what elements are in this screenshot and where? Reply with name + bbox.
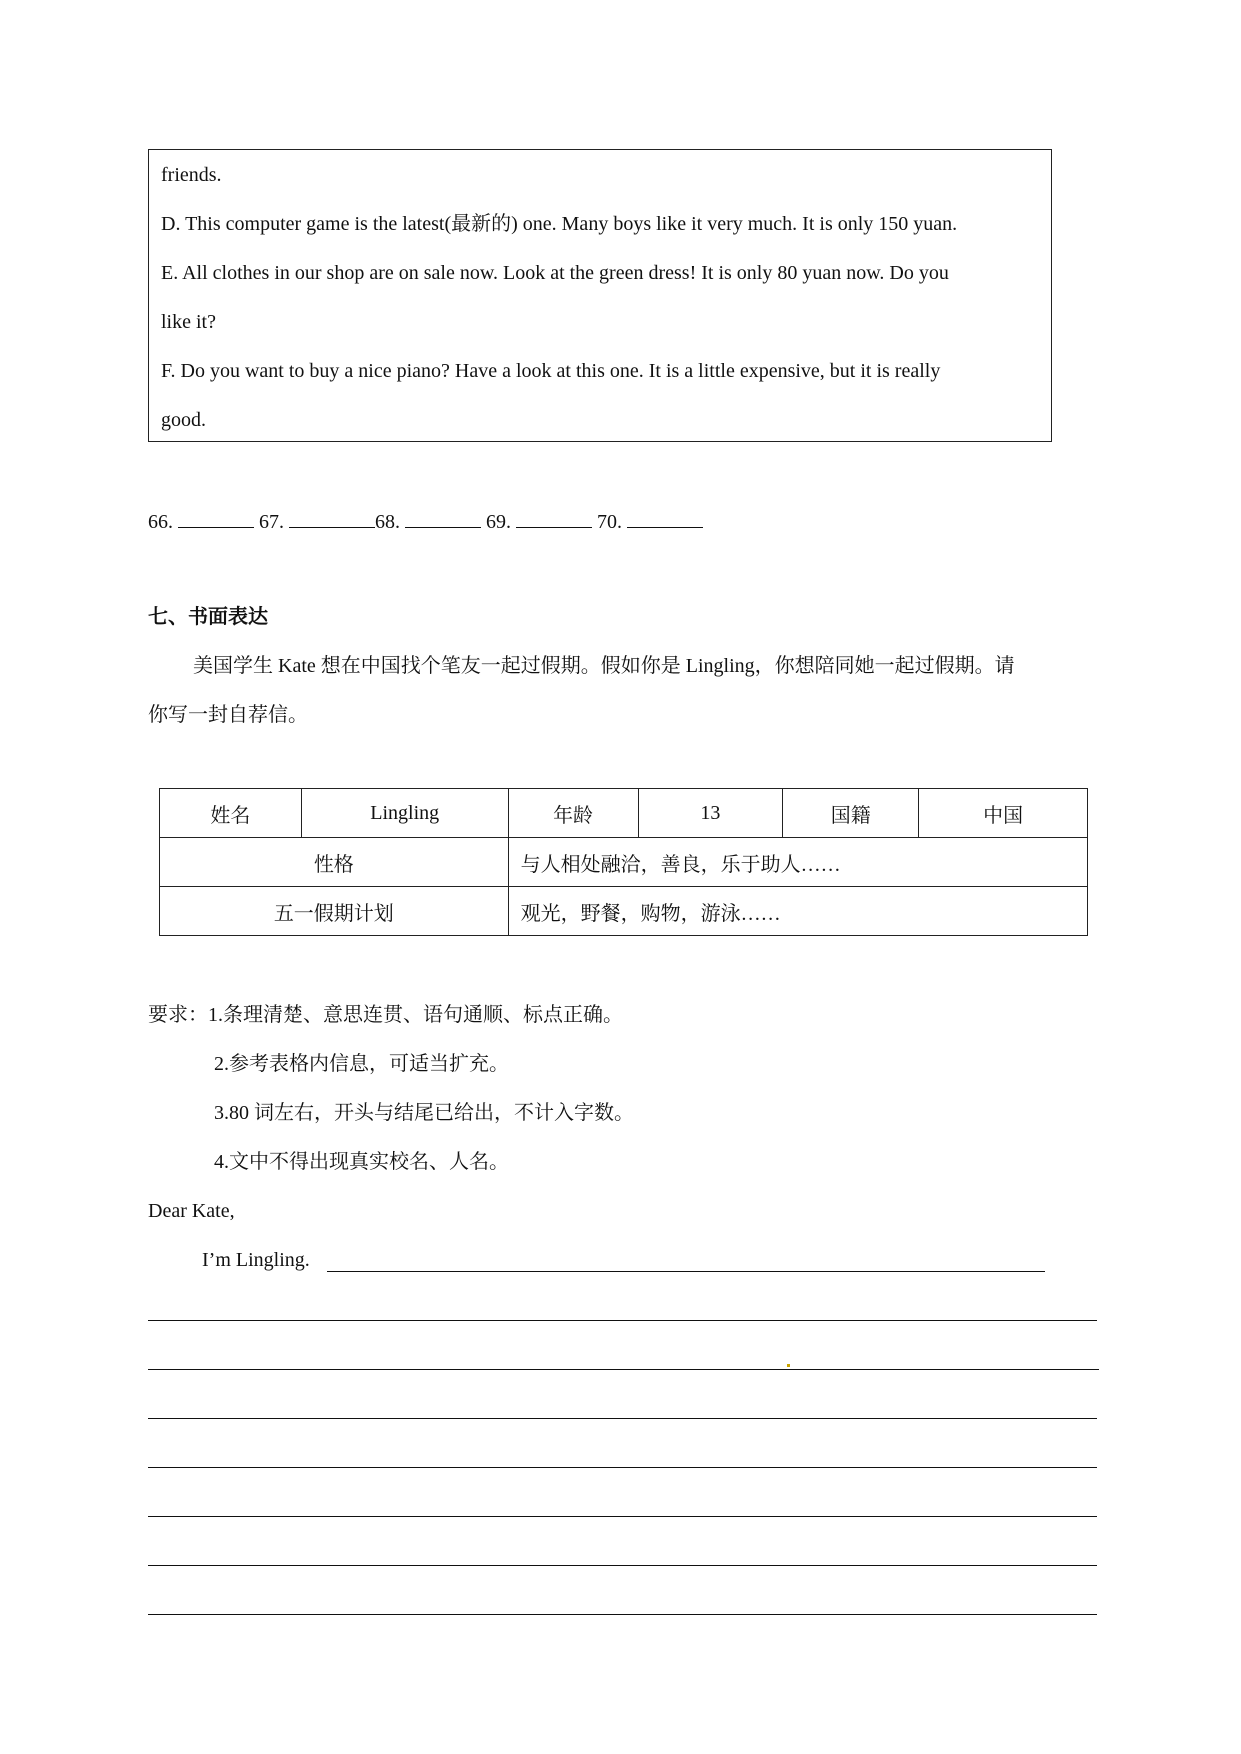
writing-line[interactable] <box>148 1369 1099 1370</box>
prompt-line: 美国学生 Kate 想在中国找个笔友一起过假期。假如你是 Lingling，你想陪同她一起过假期。请 <box>193 655 1015 677</box>
option-d: D. This computer game is the latest(最新的) one. Many boys like it very much. It is only 150 yuan. <box>161 213 958 235</box>
writing-line[interactable] <box>327 1271 1045 1272</box>
table-cell: 性格 <box>160 838 509 887</box>
info-table <box>159 788 1088 936</box>
answer-row <box>148 507 703 534</box>
writing-line[interactable] <box>148 1418 1097 1419</box>
table-cell: 国籍 <box>783 789 919 838</box>
prompt-line: 你写一封自荐信。 <box>148 704 308 726</box>
requirements-line <box>148 1003 623 1027</box>
option-f: F. Do you want to buy a nice piano? Have a look at this one. It is a little expensive, but it is really <box>161 360 941 382</box>
writing-line[interactable] <box>148 1467 1097 1468</box>
table-row <box>160 887 1088 936</box>
requirement-item: 4.文中不得出现真实校名、人名。 <box>214 1151 509 1173</box>
section-title: 七、书面表达 <box>148 604 268 628</box>
answer-label-69: 69. <box>486 511 511 533</box>
table-row <box>160 789 1088 838</box>
stray-dot <box>787 1364 790 1367</box>
letter-opening: I’m Lingling. <box>202 1249 310 1271</box>
letter-salutation: Dear Kate, <box>148 1200 235 1222</box>
answer-label-70: 70. <box>597 511 622 533</box>
requirements-label: 要求： <box>148 1004 208 1026</box>
table-cell: 13 <box>638 789 783 838</box>
option-text: like it? <box>161 311 216 333</box>
option-text: good. <box>161 409 206 431</box>
answer-blank-70[interactable] <box>627 507 703 528</box>
table-cell: 观光，野餐，购物，游泳…… <box>508 887 1087 936</box>
requirement-item: 2.参考表格内信息，可适当扩充。 <box>214 1053 509 1075</box>
answer-blank-68[interactable] <box>405 507 481 528</box>
table-cell: 姓名 <box>160 789 302 838</box>
answer-label-68: 68. <box>375 511 400 533</box>
requirement-item: 1.条理清楚、意思连贯、语句通顺、标点正确。 <box>208 1004 623 1026</box>
answer-blank-69[interactable] <box>516 507 592 528</box>
writing-line[interactable] <box>148 1565 1097 1566</box>
table-cell: 五一假期计划 <box>160 887 509 936</box>
table-row <box>160 838 1088 887</box>
answer-label-67: 67. <box>259 511 284 533</box>
writing-line[interactable] <box>148 1320 1097 1321</box>
answer-label-66: 66. <box>148 511 173 533</box>
answer-blank-67[interactable] <box>289 507 375 528</box>
requirement-item: 3.80 词左右，开头与结尾已给出，不计入字数。 <box>214 1102 634 1124</box>
writing-line[interactable] <box>148 1614 1097 1615</box>
table-cell: Lingling <box>301 789 508 838</box>
options-box <box>148 149 1052 442</box>
table-cell: 中国 <box>919 789 1088 838</box>
option-text: friends. <box>161 164 222 186</box>
option-e: E. All clothes in our shop are on sale now. Look at the green dress! It is only 80 yuan now. Do you <box>161 262 949 284</box>
answer-blank-66[interactable] <box>178 507 254 528</box>
table-cell: 与人相处融洽，善良，乐于助人…… <box>508 838 1087 887</box>
writing-line[interactable] <box>148 1516 1097 1517</box>
table-cell: 年龄 <box>508 789 638 838</box>
